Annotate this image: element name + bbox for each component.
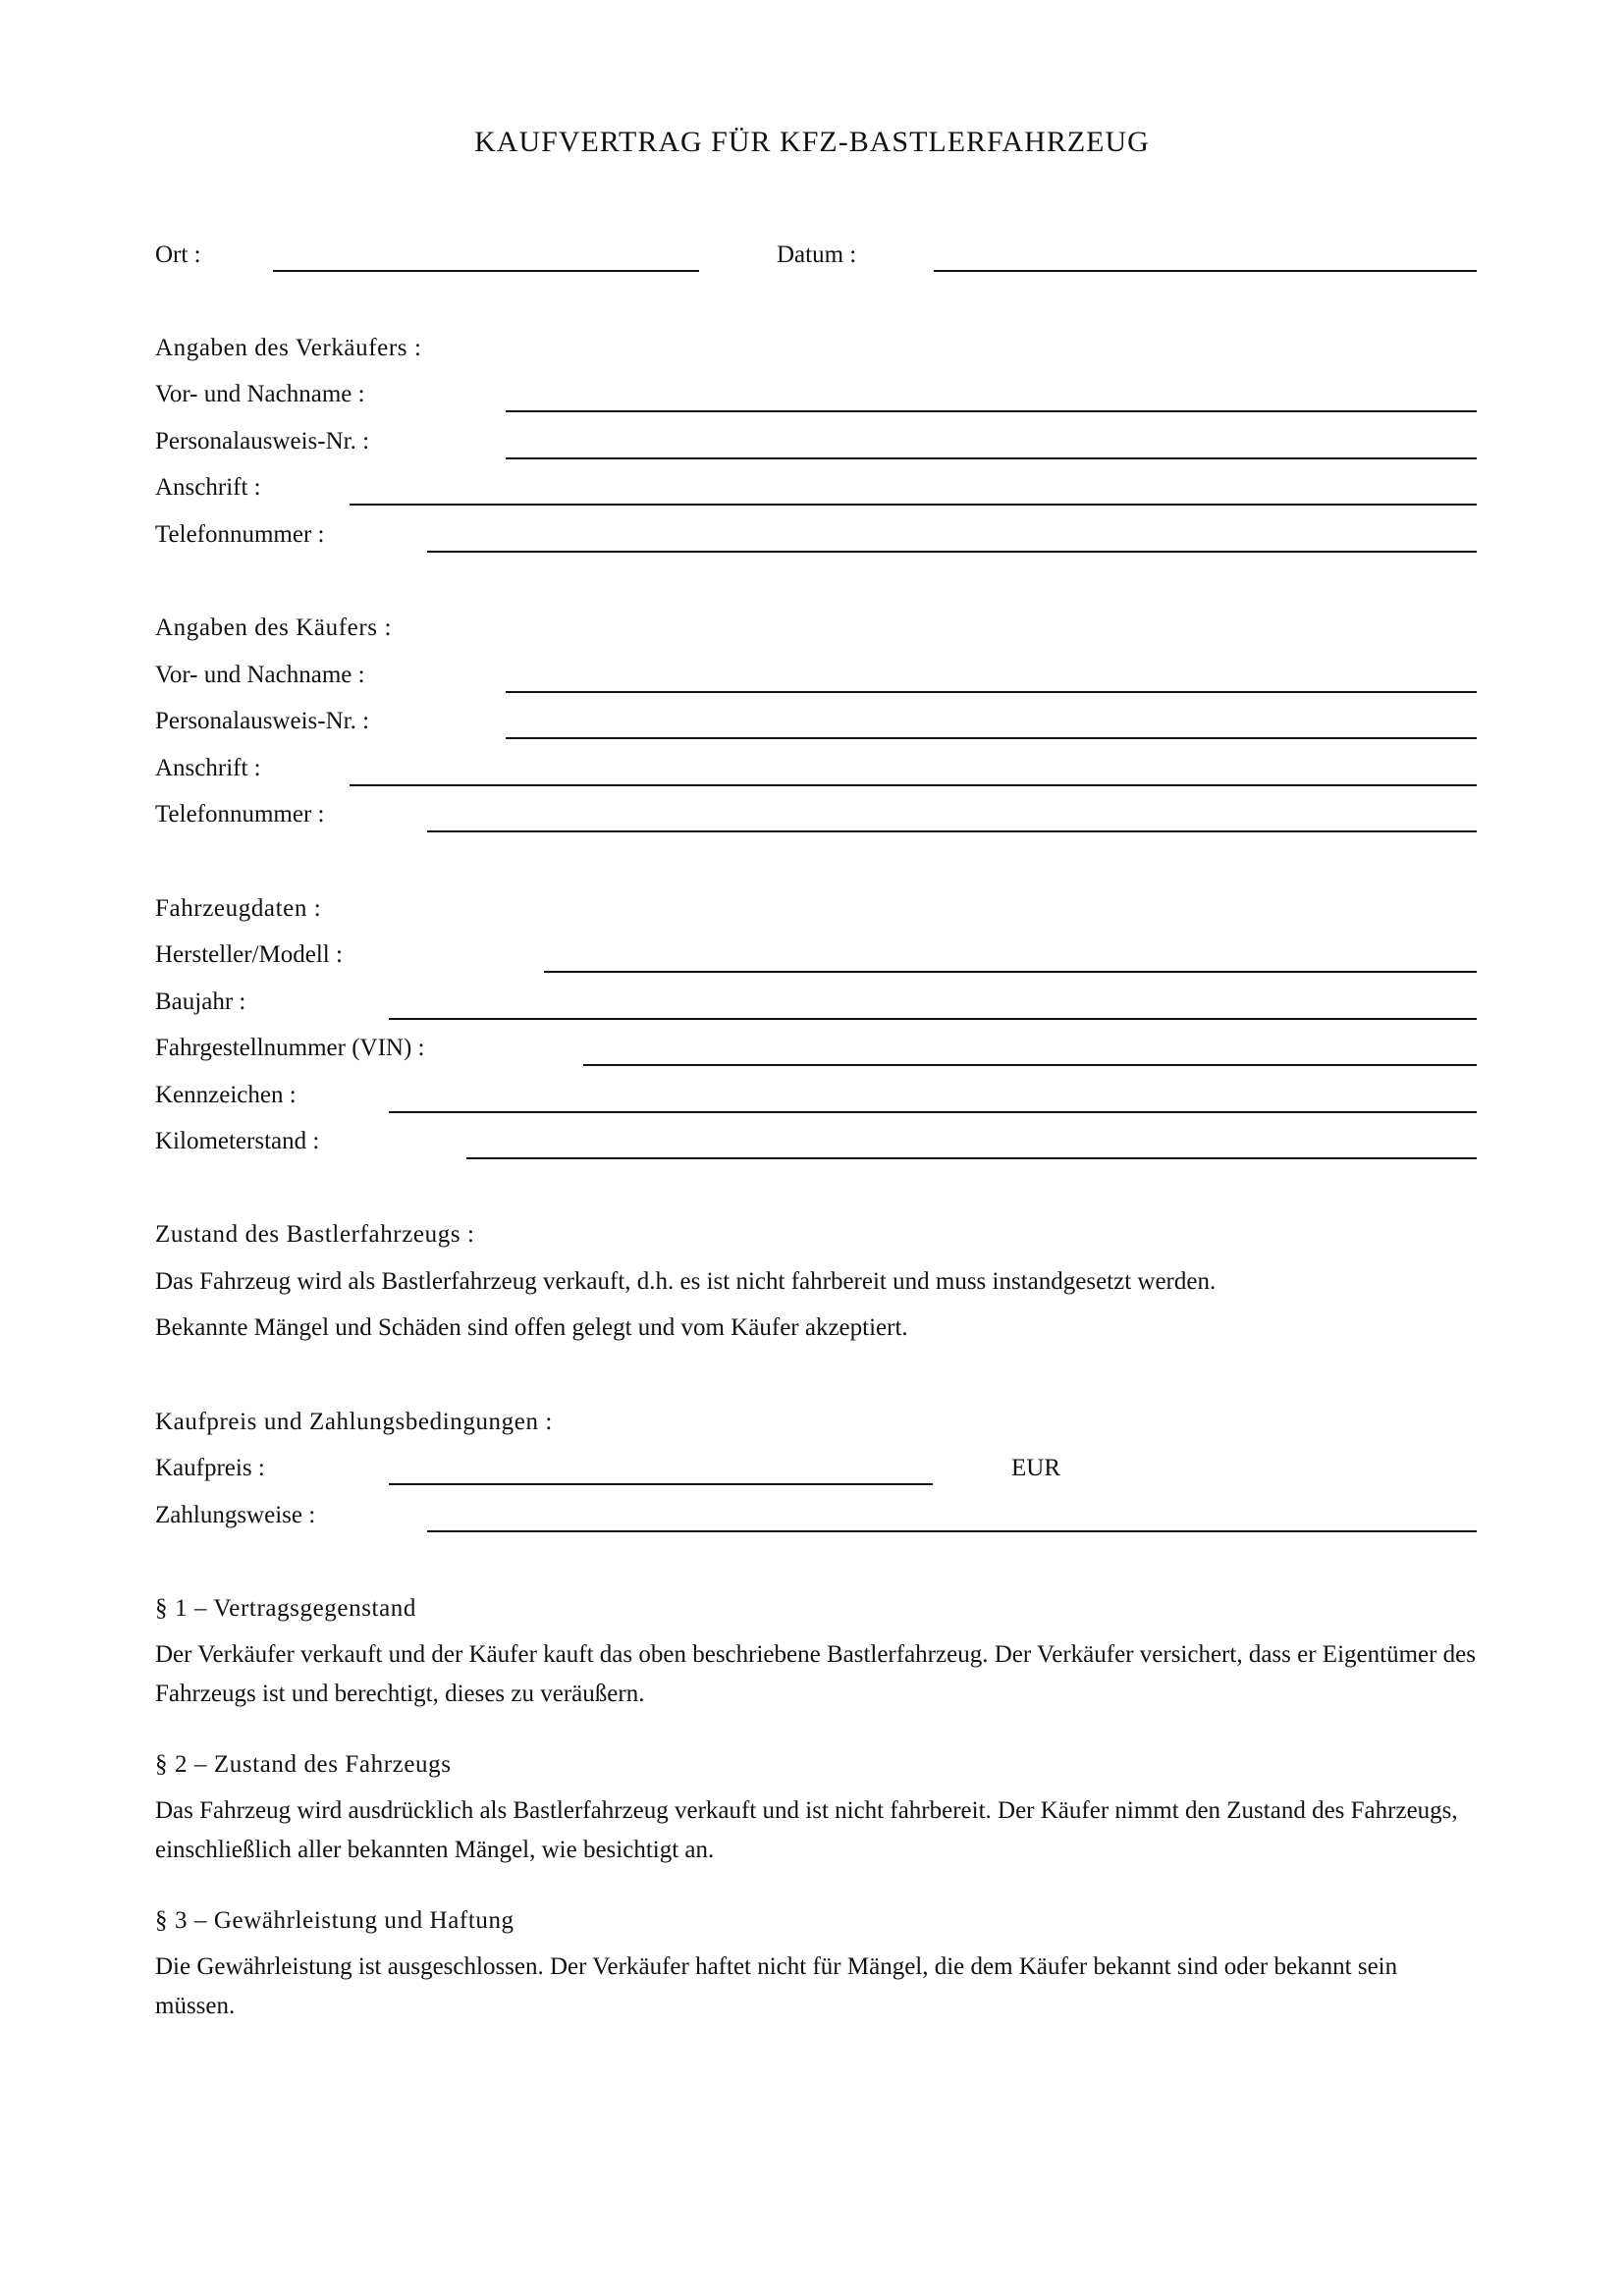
seller-address-label: Anschrift : — [155, 474, 261, 501]
seller-id-field[interactable] — [506, 457, 1477, 459]
vehicle-maker-field[interactable] — [544, 971, 1477, 973]
vehicle-plate-label: Kennzeichen : — [155, 1082, 297, 1108]
condition-text-1: Das Fahrzeug wird als Bastlerfahrzeug verkauft, d.h. es ist nicht fahrbereit und muss instandgesetzt werden. — [155, 1268, 1217, 1295]
price-label: Kaufpreis : — [155, 1455, 265, 1481]
seller-address-field[interactable] — [350, 504, 1477, 506]
seller-id-label: Personalausweis-Nr. : — [155, 428, 370, 454]
seller-heading: Angaben des Verkäufers : — [155, 335, 422, 361]
seller-phone-field[interactable] — [427, 551, 1477, 553]
condition-text-2: Bekannte Mängel und Schäden sind offen gelegt und vom Käufer akzeptiert. — [155, 1314, 908, 1341]
vehicle-heading: Fahrzeugdaten : — [155, 895, 322, 922]
datum-field[interactable] — [934, 270, 1477, 272]
vehicle-mileage-label: Kilometerstand : — [155, 1128, 320, 1154]
condition-heading: Zustand des Bastlerfahrzeugs : — [155, 1221, 475, 1248]
vehicle-vin-label: Fahrgestellnummer (VIN) : — [155, 1035, 425, 1061]
buyer-heading: Angaben des Käufers : — [155, 614, 392, 641]
seller-name-field[interactable] — [506, 410, 1477, 412]
document-title: KAUFVERTRAG FÜR KFZ-BASTLERFAHRZEUG — [474, 126, 1150, 158]
currency-label: EUR — [1011, 1455, 1060, 1481]
ort-field[interactable] — [273, 270, 699, 272]
datum-label: Datum : — [777, 241, 857, 268]
buyer-name-label: Vor- und Nachname : — [155, 662, 365, 688]
buyer-phone-label: Telefonnummer : — [155, 801, 325, 828]
payment-method-field[interactable] — [427, 1530, 1477, 1532]
buyer-name-field[interactable] — [506, 691, 1477, 693]
buyer-id-field[interactable] — [506, 737, 1477, 739]
price-field[interactable] — [389, 1483, 933, 1485]
section-3-text: Die Gewährleistung ist ausgeschlossen. Der Verkäufer haftet nicht für Mängel, die dem Käufer bekannt sind oder bekannt sein müssen. — [155, 1953, 1398, 2019]
section-2-heading: § 2 – Zustand des Fahrzeugs — [155, 1751, 452, 1778]
section-1-text: Der Verkäufer verkauft und der Käufer kauft das oben beschriebene Bastlerfahrzeug. Der Verkäufer versichert, dass er Eigentümer des Fahrzeugs ist und berechtigt, dieses zu veräußern. — [155, 1641, 1477, 1707]
section-2-text: Das Fahrzeug wird ausdrücklich als Bastlerfahrzeug verkauft und ist nicht fahrbereit. Der Käufer nimmt den Zustand des Fahrzeugs, einschließlich aller bekannten Mängel, wie besichtigt an. — [155, 1797, 1458, 1863]
payment-heading: Kaufpreis und Zahlungsbedingungen : — [155, 1409, 553, 1435]
seller-name-label: Vor- und Nachname : — [155, 381, 365, 407]
vehicle-plate-field[interactable] — [389, 1111, 1477, 1113]
vehicle-mileage-field[interactable] — [466, 1157, 1477, 1159]
vehicle-year-label: Baujahr : — [155, 988, 246, 1015]
seller-phone-label: Telefonnummer : — [155, 521, 325, 548]
vehicle-vin-field[interactable] — [583, 1064, 1477, 1066]
vehicle-maker-label: Hersteller/Modell : — [155, 941, 343, 968]
vehicle-year-field[interactable] — [389, 1018, 1477, 1020]
buyer-id-label: Personalausweis-Nr. : — [155, 708, 370, 734]
section-1-heading: § 1 – Vertragsgegenstand — [155, 1595, 416, 1622]
ort-label: Ort : — [155, 241, 201, 268]
section-3-heading: § 3 – Gewährleistung und Haftung — [155, 1907, 514, 1934]
buyer-address-label: Anschrift : — [155, 755, 261, 781]
buyer-phone-field[interactable] — [427, 830, 1477, 832]
payment-method-label: Zahlungsweise : — [155, 1502, 316, 1528]
buyer-address-field[interactable] — [350, 784, 1477, 786]
